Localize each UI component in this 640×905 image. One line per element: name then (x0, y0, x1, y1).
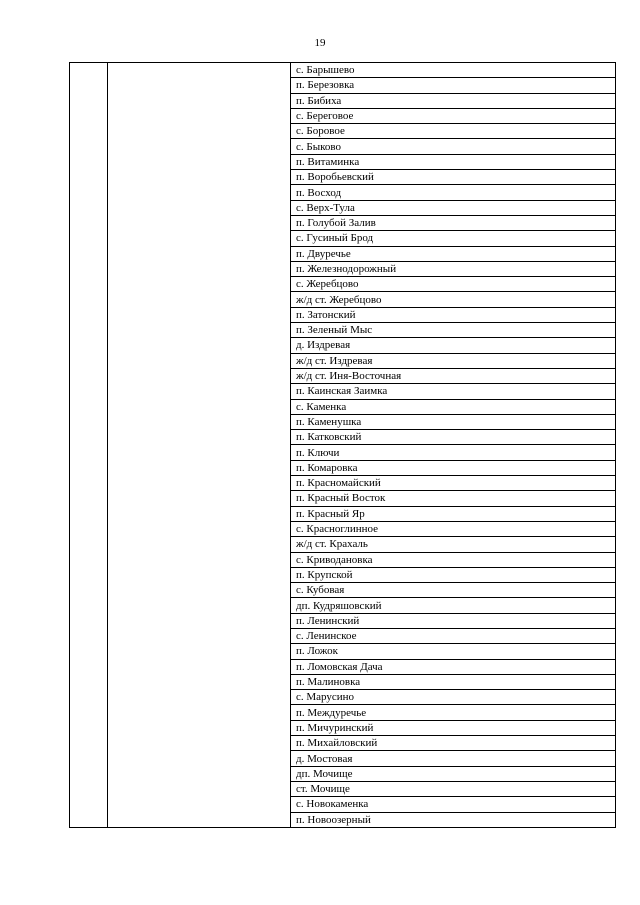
settlement-name-cell: п. Каменушка (291, 414, 616, 429)
settlement-name-cell: с. Береговое (291, 108, 616, 123)
settlement-name-cell: п. Голубой Залив (291, 215, 616, 230)
settlement-name-cell: с. Ленинское (291, 628, 616, 643)
settlement-name-cell: с. Криводановка (291, 552, 616, 567)
settlement-name-cell: п. Малиновка (291, 674, 616, 689)
settlement-name-cell: п. Красный Яр (291, 506, 616, 521)
settlement-name-cell: п. Восход (291, 185, 616, 200)
number-column-cell (70, 63, 108, 828)
settlement-name-cell: п. Красномайский (291, 476, 616, 491)
table-body (70, 63, 616, 828)
table-row (70, 63, 616, 78)
page-number: 19 (314, 37, 326, 49)
settlement-name-cell: ж/д ст. Иня-Восточная (291, 368, 616, 383)
settlement-name-cell: д. Мостовая (291, 751, 616, 766)
settlement-name-cell: с. Жеребцово (291, 277, 616, 292)
settlement-name-cell: п. Катковский (291, 430, 616, 445)
settlement-name-cell: с. Каменка (291, 399, 616, 414)
settlement-name-cell: ст. Мочище (291, 781, 616, 796)
settlement-name-cell: п. Ложок (291, 644, 616, 659)
settlement-name-cell: п. Ломовская Дача (291, 659, 616, 674)
settlement-name-cell: п. Крупской (291, 567, 616, 582)
settlement-name-cell: с. Барышево (291, 63, 616, 78)
settlement-name-cell: п. Березовка (291, 78, 616, 93)
settlement-name-cell: п. Витаминка (291, 154, 616, 169)
settlement-name-cell: ж/д ст. Крахаль (291, 537, 616, 552)
settlement-name-cell: п. Михайловский (291, 736, 616, 751)
settlement-name-cell: п. Новоозерный (291, 812, 616, 827)
settlement-name-cell: ж/д ст. Издревая (291, 353, 616, 368)
settlement-name-cell: с. Новокаменка (291, 797, 616, 812)
municipality-column-cell (108, 63, 291, 828)
settlement-name-cell: с. Быково (291, 139, 616, 154)
settlement-name-cell: дп. Мочище (291, 766, 616, 781)
settlement-name-cell: п. Бибиха (291, 93, 616, 108)
settlement-name-cell: дп. Кудряшовский (291, 598, 616, 613)
settlement-name-cell: п. Междуречье (291, 705, 616, 720)
settlement-name-cell: п. Воробьевский (291, 170, 616, 185)
settlement-name-cell: п. Мичуринский (291, 720, 616, 735)
settlement-name-cell: п. Двуречье (291, 246, 616, 261)
settlements-table (69, 62, 616, 828)
settlement-name-cell: п. Ключи (291, 445, 616, 460)
settlement-name-cell: с. Красноглинное (291, 521, 616, 536)
settlement-name-cell: п. Затонский (291, 307, 616, 322)
settlement-name-cell: ж/д ст. Жеребцово (291, 292, 616, 307)
settlement-name-cell: д. Издревая (291, 338, 616, 353)
settlement-name-cell: с. Верх-Тула (291, 200, 616, 215)
settlement-name-cell: п. Ленинский (291, 613, 616, 628)
settlement-name-cell: п. Красный Восток (291, 491, 616, 506)
settlement-name-cell: п. Железнодорожный (291, 261, 616, 276)
settlement-name-cell: п. Каинская Заимка (291, 384, 616, 399)
settlement-name-cell: с. Кубовая (291, 583, 616, 598)
settlement-name-cell: с. Боровое (291, 124, 616, 139)
settlement-name-cell: п. Зеленый Мыс (291, 323, 616, 338)
settlement-name-cell: с. Гусиный Брод (291, 231, 616, 246)
settlement-name-cell: с. Марусино (291, 690, 616, 705)
settlement-name-cell: п. Комаровка (291, 460, 616, 475)
